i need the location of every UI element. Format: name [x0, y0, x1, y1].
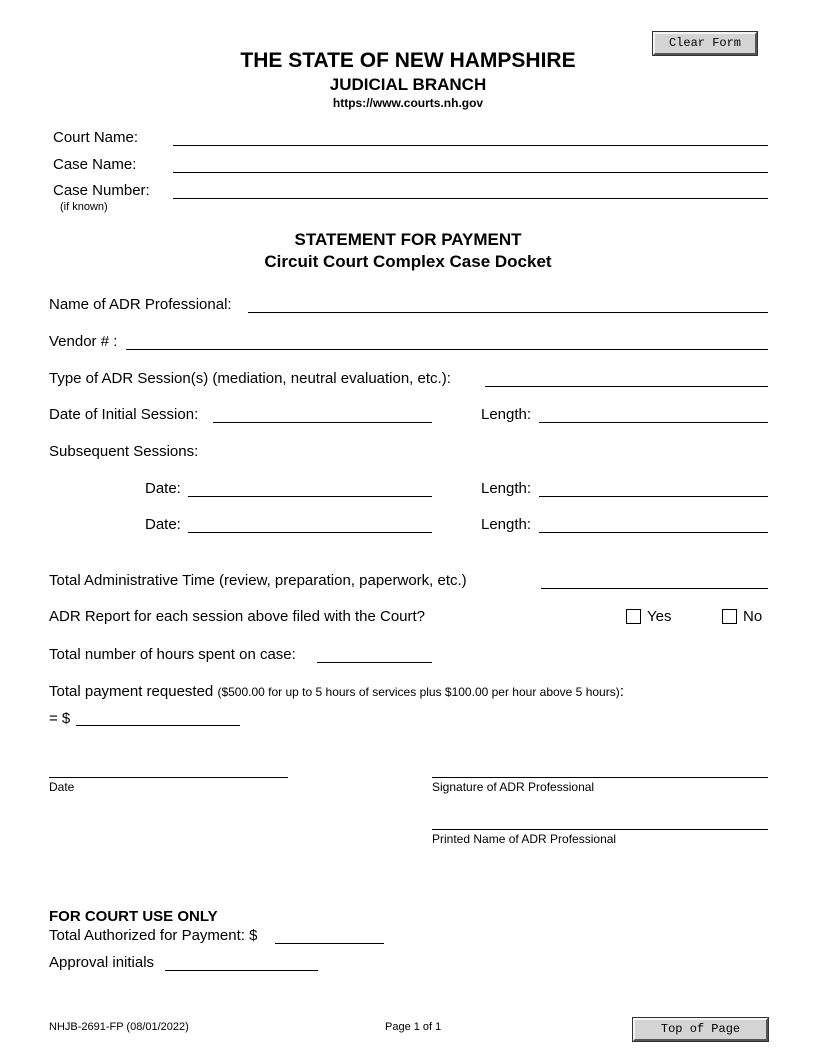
total-hours-label: Total number of hours spent on case: — [49, 646, 296, 663]
admin-time-label: Total Administrative Time (review, preparation, paperwork, etc.) — [49, 572, 467, 589]
printed-name-caption: Printed Name of ADR Professional — [432, 832, 617, 846]
adr-professional-label: Name of ADR Professional: — [49, 296, 232, 313]
vendor-field[interactable] — [126, 349, 768, 350]
subsequent-length-2-field[interactable] — [539, 532, 768, 533]
top-of-page-button[interactable]: Top of Page — [633, 1018, 768, 1041]
authorized-payment-field[interactable] — [275, 943, 384, 944]
court-url: https://www.courts.nh.gov — [332, 96, 484, 110]
subsequent-length-1-label: Length: — [481, 480, 532, 497]
form-id: NHJB-2691-FP (08/01/2022) — [49, 1021, 189, 1033]
court-use-heading: FOR COURT USE ONLY — [49, 908, 218, 925]
subsequent-date-2-label: Date: — [145, 516, 181, 533]
adr-report-label: ADR Report for each session above filed with the Court? — [49, 608, 426, 625]
subsequent-sessions-label: Subsequent Sessions: — [49, 443, 199, 460]
clear-form-button[interactable]: Clear Form — [653, 32, 757, 55]
date-caption: Date — [49, 780, 75, 794]
admin-time-field[interactable] — [541, 588, 768, 589]
case-name-field[interactable] — [173, 172, 768, 173]
case-name-label: Case Name: — [53, 156, 137, 173]
subsequent-length-2-label: Length: — [481, 516, 532, 533]
session-type-label: Type of ADR Session(s) (mediation, neutral evaluation, etc.): — [49, 370, 451, 387]
yes-label: Yes — [647, 608, 672, 625]
page-number: Page 1 of 1 — [385, 1021, 442, 1033]
case-number-label: Case Number: — [53, 182, 150, 199]
case-number-field[interactable] — [173, 198, 768, 199]
approval-initials-field[interactable] — [165, 970, 318, 971]
printed-name-line[interactable] — [432, 829, 768, 830]
initial-session-date-label: Date of Initial Session: — [49, 406, 199, 423]
state-title: THE STATE OF NEW HAMPSHIRE — [240, 49, 576, 72]
court-name-field[interactable] — [173, 145, 768, 146]
payment-amount-field[interactable] — [76, 725, 240, 726]
date-signature-line[interactable] — [49, 777, 288, 778]
payment-requested-text: Total payment requested — [49, 683, 214, 700]
session-type-field[interactable] — [485, 386, 768, 387]
court-name-label: Court Name: — [53, 129, 139, 146]
payment-requested-colon: : — [619, 683, 624, 700]
if-known-note: (if known) — [60, 201, 108, 213]
subsequent-date-1-label: Date: — [145, 480, 181, 497]
adr-professional-field[interactable] — [248, 312, 768, 313]
branch-title: JUDICIAL BRANCH — [329, 75, 487, 94]
payment-requested-note: ($500.00 for up to 5 hours of services plus $100.00 per hour above 5 hours) — [217, 685, 620, 699]
initial-session-length-label: Length: — [481, 406, 532, 423]
subsequent-date-2-field[interactable] — [188, 532, 432, 533]
approval-initials-label: Approval initials — [49, 954, 155, 971]
vendor-label: Vendor # : — [49, 333, 118, 350]
initial-session-length-field[interactable] — [539, 422, 768, 423]
authorized-payment-label: Total Authorized for Payment: $ — [49, 927, 258, 944]
adr-report-no-checkbox[interactable] — [722, 609, 737, 624]
subsequent-length-1-field[interactable] — [539, 496, 768, 497]
form-title: STATEMENT FOR PAYMENT — [294, 230, 522, 249]
total-hours-field[interactable] — [317, 662, 432, 663]
signature-line[interactable] — [432, 777, 768, 778]
subsequent-date-1-field[interactable] — [188, 496, 432, 497]
payment-equals-label: = $ — [49, 710, 71, 727]
signature-caption: Signature of ADR Professional — [432, 780, 595, 794]
initial-session-date-field[interactable] — [213, 422, 432, 423]
form-subtitle: Circuit Court Complex Case Docket — [264, 252, 552, 271]
no-label: No — [743, 608, 763, 625]
payment-requested-label — [49, 683, 624, 700]
adr-report-yes-checkbox[interactable] — [626, 609, 641, 624]
